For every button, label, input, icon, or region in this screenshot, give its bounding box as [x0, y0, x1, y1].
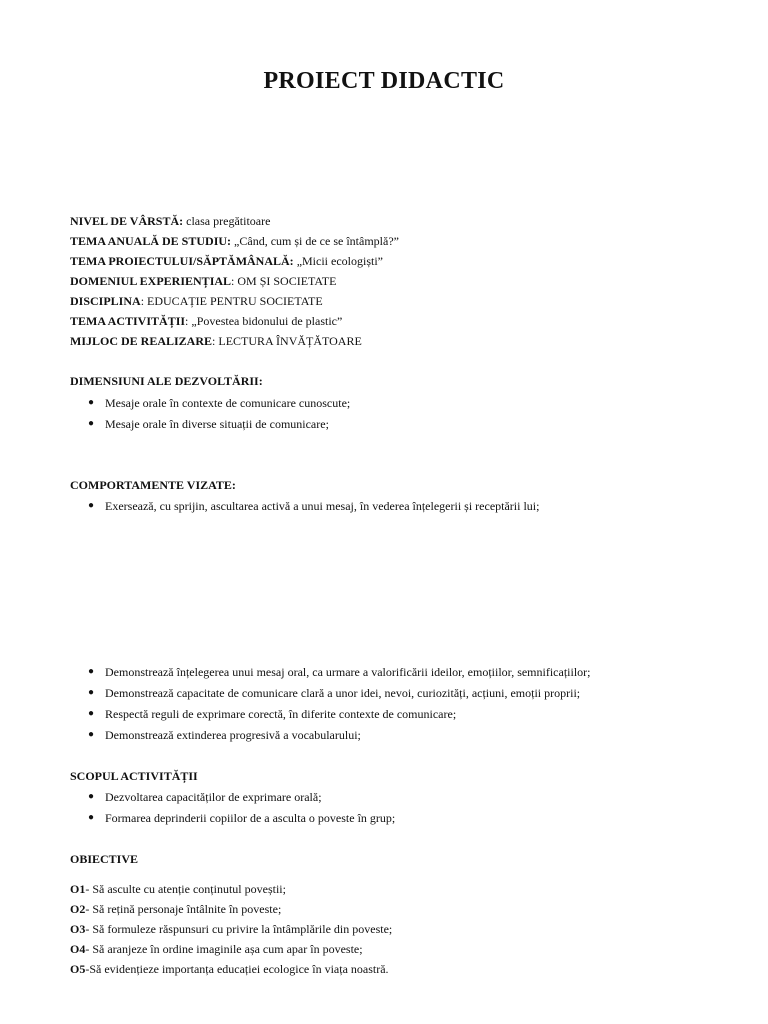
info-line-tema-anuala — [70, 233, 399, 249]
objective-text: - Să rețină personaje întâlnite în poveste; — [85, 902, 282, 916]
objective-line — [70, 881, 286, 897]
list-item-text: Demonstrează înțelegerea unui mesaj oral, ca urmare a valorificării ideilor, emoțiilor, semnificațiilor; — [105, 665, 591, 679]
list-item-text: Exersează, cu sprijin, ascultarea activă a unui mesaj, în vederea înțelegerii și receptării lui; — [105, 499, 540, 513]
list-item-text: Respectă reguli de exprimare corectă, în diferite contexte de comunicare; — [105, 707, 457, 721]
list-item-text: Demonstrează capacitate de comunicare clară a unor idei, nevoi, curiozități, acțiuni, emoții proprii; — [105, 686, 581, 700]
page-title: PROIECT DIDACTIC — [263, 68, 505, 94]
bullet-icon: ● — [88, 708, 95, 719]
objective-code: O2 — [70, 902, 86, 916]
bullet-icon: ● — [88, 687, 95, 698]
list-item-text: Mesaje orale în contexte de comunicare cunoscute; — [105, 396, 351, 410]
objective-text: -Să evidențieze importanța educației ecologice în viața noastră. — [85, 962, 389, 976]
info-value: : „Povestea bidonului de plastic” — [185, 314, 343, 328]
info-value: „Când, cum și de ce se întâmplă?” — [231, 234, 399, 248]
info-value: : OM ȘI SOCIETATE — [231, 274, 337, 288]
info-label: TEMA PROIECTULUI/SĂPTĂMÂNALĂ: — [70, 254, 294, 268]
info-value: clasa pregătitoare — [183, 214, 271, 228]
info-value: : EDUCAȚIE PENTRU SOCIETATE — [140, 294, 323, 308]
objective-line — [70, 941, 363, 957]
info-line-domeniul — [70, 273, 336, 289]
bullet-icon: ● — [88, 791, 95, 802]
bullet-icon: ● — [88, 397, 95, 408]
objective-code: O5 — [70, 962, 86, 976]
info-label: MIJLOC DE REALIZARE — [70, 334, 213, 348]
info-value: „Micii ecologiști” — [293, 254, 383, 268]
objective-line — [70, 961, 389, 977]
objective-code: O1 — [70, 882, 86, 896]
info-line-disciplina — [70, 293, 323, 309]
objective-text: - Să aranjeze în ordine imaginile așa cum apar în poveste; — [85, 942, 363, 956]
bullet-icon: ● — [88, 666, 95, 677]
objective-line — [70, 921, 392, 937]
objective-code: O4 — [70, 942, 86, 956]
section-heading-comportamente: COMPORTAMENTE VIZATE: — [70, 478, 236, 492]
info-line-mijloc — [70, 333, 362, 349]
info-value: : LECTURA ÎNVĂȚĂTOARE — [212, 334, 362, 348]
info-label: TEMA ANUALĂ DE STUDIU: — [70, 234, 232, 248]
section-heading-dimensiuni: DIMENSIUNI ALE DEZVOLTĂRII: — [70, 374, 263, 388]
bullet-icon: ● — [88, 729, 95, 740]
list-item-text: Demonstrează extinderea progresivă a vocabularului; — [105, 728, 361, 742]
section-heading-scopul: SCOPUL ACTIVITĂȚII — [70, 769, 198, 783]
info-line-tema-proiectului — [70, 253, 383, 269]
objective-text: - Să asculte cu atenție conținutul poveștii; — [85, 882, 286, 896]
list-item-text: Dezvoltarea capacităților de exprimare orală; — [105, 790, 322, 804]
info-label: NIVEL DE VÂRSTĂ: — [70, 214, 184, 228]
objective-line — [70, 901, 281, 917]
info-label: TEMA ACTIVITĂȚII — [70, 314, 186, 328]
objective-text: - Să formuleze răspunsuri cu privire la întâmplările din poveste; — [85, 922, 393, 936]
info-line-nivel — [70, 213, 270, 229]
section-heading-obiective: OBIECTIVE — [70, 852, 139, 866]
info-label: DISCIPLINA — [70, 294, 141, 308]
list-item-text: Formarea deprinderii copiilor de a asculta o poveste în grup; — [105, 811, 396, 825]
list-item-text: Mesaje orale în diverse situații de comunicare; — [105, 417, 329, 431]
bullet-icon: ● — [88, 418, 95, 429]
bullet-icon: ● — [88, 500, 95, 511]
info-line-tema-activitatii — [70, 313, 342, 329]
bullet-icon: ● — [88, 812, 95, 823]
info-label: DOMENIUL EXPERIENȚIAL — [70, 274, 232, 288]
objective-code: O3 — [70, 922, 86, 936]
